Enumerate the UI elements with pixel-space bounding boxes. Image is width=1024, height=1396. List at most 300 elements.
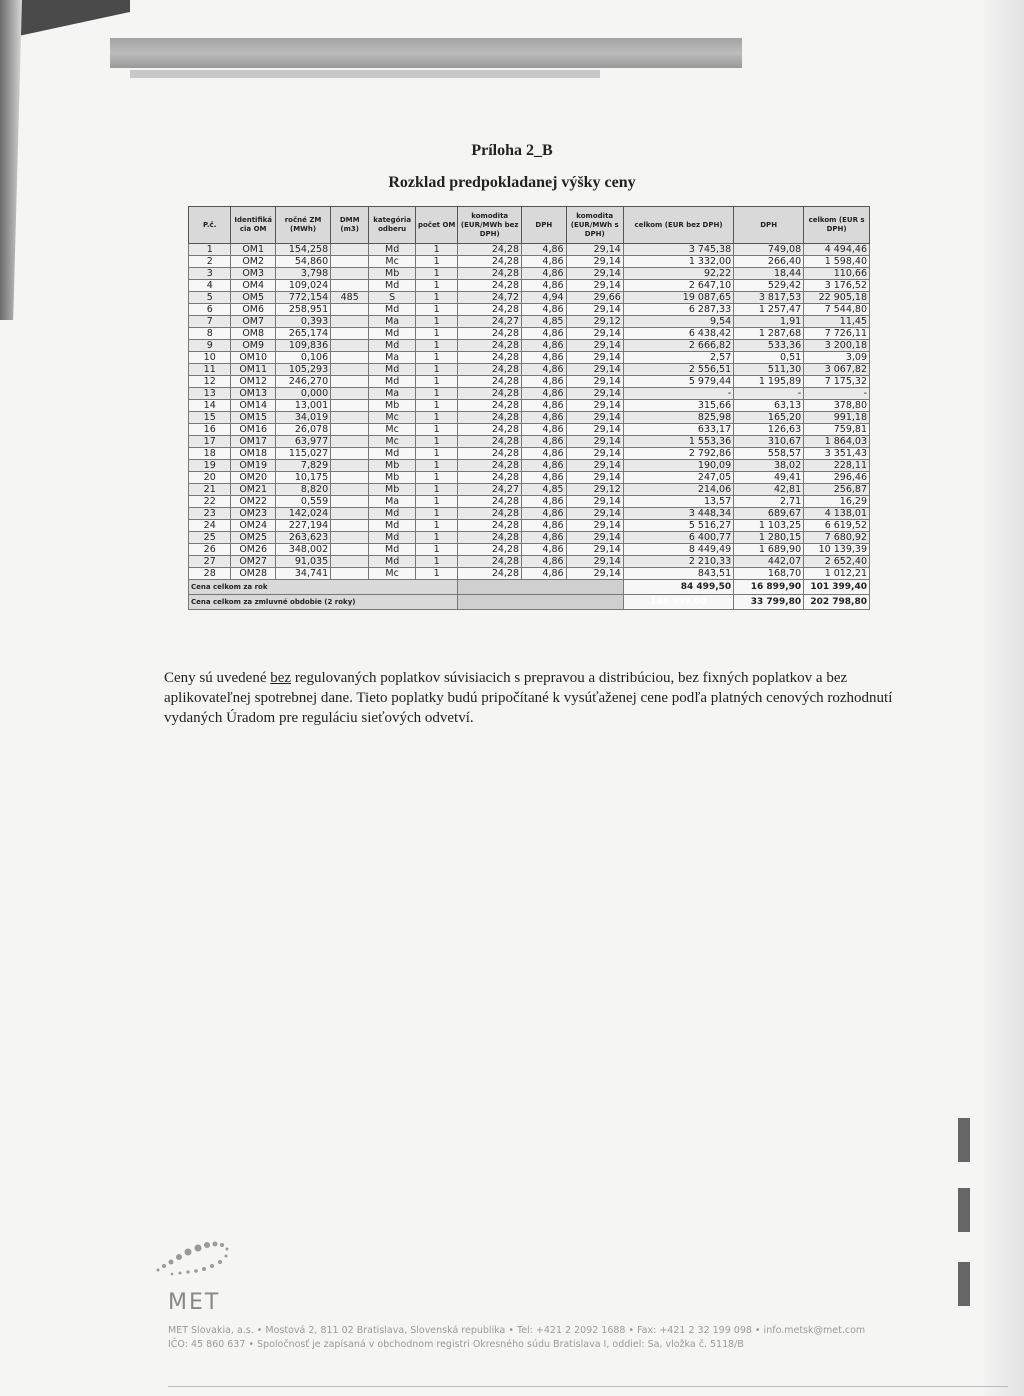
table-cell: Md bbox=[369, 520, 416, 532]
table-cell: Mb bbox=[369, 484, 416, 496]
table-cell: 142,024 bbox=[275, 508, 330, 520]
table-cell bbox=[331, 268, 369, 280]
table-cell: 3,798 bbox=[275, 268, 330, 280]
table-cell: 19 087,65 bbox=[623, 292, 733, 304]
table-cell: 6 619,52 bbox=[804, 520, 870, 532]
table-cell: OM18 bbox=[231, 448, 276, 460]
table-cell: 4,85 bbox=[522, 484, 567, 496]
table-cell: 29,14 bbox=[566, 340, 623, 352]
table-cell: 14 bbox=[189, 400, 231, 412]
table-cell: OM17 bbox=[231, 436, 276, 448]
table-cell: OM1 bbox=[231, 244, 276, 256]
table-cell: 258,951 bbox=[275, 304, 330, 316]
table-cell bbox=[331, 400, 369, 412]
table-cell bbox=[331, 424, 369, 436]
table-cell bbox=[331, 244, 369, 256]
table-cell: 3 bbox=[189, 268, 231, 280]
table-cell: 13,001 bbox=[275, 400, 330, 412]
table-cell: 265,174 bbox=[275, 328, 330, 340]
table-cell: 1 bbox=[415, 424, 457, 436]
table-cell: OM28 bbox=[231, 568, 276, 580]
table-cell: 6 287,33 bbox=[623, 304, 733, 316]
table-cell: 18,44 bbox=[734, 268, 804, 280]
table-cell: - bbox=[734, 388, 804, 400]
table-cell bbox=[331, 340, 369, 352]
table-cell bbox=[331, 280, 369, 292]
table-row bbox=[189, 376, 870, 388]
table-cell: 1,91 bbox=[734, 316, 804, 328]
table-cell: S bbox=[369, 292, 416, 304]
table-cell: 7 680,92 bbox=[804, 532, 870, 544]
scan-shadow-right bbox=[984, 0, 1024, 1396]
footer-line-registration: IČO: 45 860 637 • Spoločnosť je zapísaná v obchodnom registri Okresného súdu Bratislava I, oddiel: Sa, vložka č. 5118/B bbox=[168, 1339, 744, 1350]
table-cell: 4,86 bbox=[522, 556, 567, 568]
table-cell: 4,86 bbox=[522, 304, 567, 316]
table-cell: 29,14 bbox=[566, 376, 623, 388]
table-cell: 19 bbox=[189, 460, 231, 472]
table-cell: 24,28 bbox=[458, 472, 522, 484]
table-cell: 1 864,03 bbox=[804, 436, 870, 448]
table-cell: 1 bbox=[415, 448, 457, 460]
table-cell: OM26 bbox=[231, 544, 276, 556]
table-row bbox=[189, 268, 870, 280]
table-cell: 247,05 bbox=[623, 472, 733, 484]
table-cell bbox=[331, 448, 369, 460]
table-cell: 1 bbox=[415, 244, 457, 256]
table-row bbox=[189, 424, 870, 436]
table-cell: 3 817,53 bbox=[734, 292, 804, 304]
column-header: Identifiká cia OM bbox=[231, 207, 276, 244]
column-header: počet OM bbox=[415, 207, 457, 244]
table-cell: 2 647,10 bbox=[623, 280, 733, 292]
table-cell: 22 bbox=[189, 496, 231, 508]
column-header: ročné ZM (MWh) bbox=[275, 207, 330, 244]
table-cell: OM20 bbox=[231, 472, 276, 484]
table-cell: OM14 bbox=[231, 400, 276, 412]
table-cell: 1 280,15 bbox=[734, 532, 804, 544]
table-cell: 1 bbox=[415, 544, 457, 556]
table-row bbox=[189, 496, 870, 508]
table-row bbox=[189, 436, 870, 448]
table-cell: 1 bbox=[415, 460, 457, 472]
table-cell: 63,977 bbox=[275, 436, 330, 448]
table-cell: OM10 bbox=[231, 352, 276, 364]
table-cell: 115,027 bbox=[275, 448, 330, 460]
table-cell: 1 bbox=[415, 364, 457, 376]
table-cell: OM19 bbox=[231, 460, 276, 472]
table-cell: 25 bbox=[189, 532, 231, 544]
table-cell: 91,035 bbox=[275, 556, 330, 568]
total-spacer bbox=[458, 580, 623, 595]
table-cell: 227,194 bbox=[275, 520, 330, 532]
table-cell: Md bbox=[369, 544, 416, 556]
table-cell: Mc bbox=[369, 424, 416, 436]
table-cell: 3 351,43 bbox=[804, 448, 870, 460]
table-cell: Mb bbox=[369, 460, 416, 472]
table-cell: Ma bbox=[369, 388, 416, 400]
table-cell: Ma bbox=[369, 316, 416, 328]
table-cell: 1 bbox=[415, 508, 457, 520]
table-cell: 825,98 bbox=[623, 412, 733, 424]
table-row bbox=[189, 256, 870, 268]
table-cell: 26 bbox=[189, 544, 231, 556]
table-cell: 1 332,00 bbox=[623, 256, 733, 268]
footer-line-address: MET Slovakia, a.s. • Mostová 2, 811 02 Bratislava, Slovenská republika • Tel: +421 2 2092 1688 • Fax: +421 2 32 199 098 • info.metsk@met.com bbox=[168, 1325, 866, 1336]
table-cell: 4,86 bbox=[522, 544, 567, 556]
table-cell: 63,13 bbox=[734, 400, 804, 412]
total-contract-with-vat: 202 798,80 bbox=[804, 595, 870, 610]
table-cell: 24,28 bbox=[458, 340, 522, 352]
table-cell: 29,14 bbox=[566, 244, 623, 256]
table-cell: OM11 bbox=[231, 364, 276, 376]
table-cell: 2 bbox=[189, 256, 231, 268]
table-cell: 263,623 bbox=[275, 532, 330, 544]
table-cell: 1 bbox=[415, 304, 457, 316]
footer-divider bbox=[168, 1386, 1008, 1387]
table-cell: 24,28 bbox=[458, 568, 522, 580]
scan-shadow-left bbox=[0, 0, 22, 320]
table-cell: 1 598,40 bbox=[804, 256, 870, 268]
column-header: celkom (EUR s DPH) bbox=[804, 207, 870, 244]
table-cell: Mb bbox=[369, 268, 416, 280]
table-row bbox=[189, 244, 870, 256]
table-cell: Md bbox=[369, 532, 416, 544]
table-cell: 246,270 bbox=[275, 376, 330, 388]
table-cell: 442,07 bbox=[734, 556, 804, 568]
table-cell: Md bbox=[369, 448, 416, 460]
table-cell: Mc bbox=[369, 568, 416, 580]
table-cell: 8,820 bbox=[275, 484, 330, 496]
table-cell: 348,002 bbox=[275, 544, 330, 556]
column-header: DPH bbox=[522, 207, 567, 244]
table-cell: 7 544,80 bbox=[804, 304, 870, 316]
table-cell: OM8 bbox=[231, 328, 276, 340]
table-cell: 24,28 bbox=[458, 412, 522, 424]
table-cell: 4,86 bbox=[522, 568, 567, 580]
table-cell: 92,22 bbox=[623, 268, 733, 280]
scan-header-band bbox=[110, 38, 742, 68]
table-cell: Md bbox=[369, 508, 416, 520]
table-cell: OM2 bbox=[231, 256, 276, 268]
table-row bbox=[189, 556, 870, 568]
table-cell: 1 103,25 bbox=[734, 520, 804, 532]
table-cell: 8 449,49 bbox=[623, 544, 733, 556]
table-cell: 1 bbox=[415, 388, 457, 400]
table-cell: 10,175 bbox=[275, 472, 330, 484]
table-cell: 11 bbox=[189, 364, 231, 376]
note-text-part1: Ceny sú uvedené bbox=[164, 670, 271, 686]
table-cell: 7 bbox=[189, 316, 231, 328]
table-row bbox=[189, 460, 870, 472]
table-cell bbox=[331, 376, 369, 388]
table-cell: 558,57 bbox=[734, 448, 804, 460]
table-cell bbox=[331, 568, 369, 580]
table-cell: 42,81 bbox=[734, 484, 804, 496]
table-cell: 24,72 bbox=[458, 292, 522, 304]
table-cell: 24,28 bbox=[458, 436, 522, 448]
table-cell: 4,86 bbox=[522, 496, 567, 508]
table-cell: 24,28 bbox=[458, 460, 522, 472]
table-cell: 29,14 bbox=[566, 520, 623, 532]
table-cell: 1 bbox=[415, 436, 457, 448]
table-body bbox=[189, 244, 870, 580]
table-cell: 228,11 bbox=[804, 460, 870, 472]
table-cell: 485 bbox=[331, 292, 369, 304]
table-cell: Mb bbox=[369, 472, 416, 484]
table-cell: 29,14 bbox=[566, 424, 623, 436]
table-cell: 3,09 bbox=[804, 352, 870, 364]
table-cell: 24,28 bbox=[458, 280, 522, 292]
table-header-row bbox=[189, 207, 870, 244]
table-cell: 24,27 bbox=[458, 484, 522, 496]
table-row bbox=[189, 400, 870, 412]
table-cell: 1 bbox=[415, 268, 457, 280]
table-cell: 3 067,82 bbox=[804, 364, 870, 376]
table-cell: 4,86 bbox=[522, 508, 567, 520]
table-cell: 1 287,68 bbox=[734, 328, 804, 340]
table-cell: 4,86 bbox=[522, 376, 567, 388]
table-cell bbox=[331, 520, 369, 532]
table-cell: OM21 bbox=[231, 484, 276, 496]
table-cell: Ma bbox=[369, 352, 416, 364]
column-header: komodita (EUR/MWh bez DPH) bbox=[458, 207, 522, 244]
table-cell: 11,45 bbox=[804, 316, 870, 328]
table-cell: 29,14 bbox=[566, 304, 623, 316]
table-cell: 4,86 bbox=[522, 448, 567, 460]
table-cell: 24,28 bbox=[458, 496, 522, 508]
table-row bbox=[189, 364, 870, 376]
table-cell: 0,106 bbox=[275, 352, 330, 364]
table-cell: 1 bbox=[415, 280, 457, 292]
table-cell: 6 bbox=[189, 304, 231, 316]
table-cell: 529,42 bbox=[734, 280, 804, 292]
table-cell: Md bbox=[369, 328, 416, 340]
table-cell: 1 bbox=[415, 412, 457, 424]
table-cell: 5 516,27 bbox=[623, 520, 733, 532]
table-cell: Mc bbox=[369, 256, 416, 268]
table-cell: 689,67 bbox=[734, 508, 804, 520]
table-cell: 1 bbox=[415, 400, 457, 412]
table-cell: 4,86 bbox=[522, 472, 567, 484]
table-cell: Md bbox=[369, 556, 416, 568]
table-cell: 29,14 bbox=[566, 268, 623, 280]
table-cell: Md bbox=[369, 376, 416, 388]
company-footer bbox=[168, 1324, 938, 1352]
table-cell: OM3 bbox=[231, 268, 276, 280]
table-row bbox=[189, 316, 870, 328]
table-cell: 4,85 bbox=[522, 316, 567, 328]
table-cell: 1 012,21 bbox=[804, 568, 870, 580]
table-cell: 24,28 bbox=[458, 352, 522, 364]
table-cell: 0,559 bbox=[275, 496, 330, 508]
met-logo-text: MET bbox=[168, 1290, 221, 1315]
total-contract-no-vat: 168 999,00 bbox=[623, 595, 733, 610]
table-cell: 109,836 bbox=[275, 340, 330, 352]
table-cell: 1 bbox=[415, 484, 457, 496]
table-row bbox=[189, 292, 870, 304]
scan-header-band-secondary bbox=[130, 70, 600, 78]
total-contract-label: Cena celkom za zmluvné obdobie (2 roky) bbox=[189, 595, 458, 610]
note-underlined-word: bez bbox=[270, 670, 292, 686]
table-cell: 4,94 bbox=[522, 292, 567, 304]
table-cell: 29,14 bbox=[566, 568, 623, 580]
table-cell bbox=[331, 508, 369, 520]
table-cell: 6 400,77 bbox=[623, 532, 733, 544]
table-row bbox=[189, 508, 870, 520]
table-cell: 1 bbox=[415, 256, 457, 268]
table-cell: 1 195,89 bbox=[734, 376, 804, 388]
table-cell bbox=[331, 532, 369, 544]
table-cell: 378,80 bbox=[804, 400, 870, 412]
table-cell bbox=[331, 544, 369, 556]
table-cell: 29,14 bbox=[566, 364, 623, 376]
table-cell: 29,14 bbox=[566, 544, 623, 556]
column-header: DMM (m3) bbox=[331, 207, 369, 244]
total-year-label: Cena celkom za rok bbox=[189, 580, 458, 595]
table-cell: 256,87 bbox=[804, 484, 870, 496]
table-cell: 110,66 bbox=[804, 268, 870, 280]
table-cell bbox=[331, 412, 369, 424]
table-cell: 29,14 bbox=[566, 448, 623, 460]
table-cell: 24,28 bbox=[458, 424, 522, 436]
table-cell: 4,86 bbox=[522, 520, 567, 532]
table-cell: Md bbox=[369, 280, 416, 292]
annex-title: Príloha 2_B bbox=[471, 142, 553, 159]
table-cell: 16,29 bbox=[804, 496, 870, 508]
table-cell: 24,28 bbox=[458, 388, 522, 400]
table-cell: - bbox=[804, 388, 870, 400]
binder-tab-mark bbox=[958, 1188, 970, 1232]
table-cell: 2 556,51 bbox=[623, 364, 733, 376]
table-cell: 24,28 bbox=[458, 532, 522, 544]
table-cell: 3 176,52 bbox=[804, 280, 870, 292]
table-row bbox=[189, 304, 870, 316]
table-row bbox=[189, 472, 870, 484]
table-cell: OM4 bbox=[231, 280, 276, 292]
table-cell: 9 bbox=[189, 340, 231, 352]
table-cell: OM23 bbox=[231, 508, 276, 520]
column-header: kategória odberu bbox=[369, 207, 416, 244]
binder-tab-mark bbox=[958, 1118, 970, 1162]
table-cell bbox=[331, 436, 369, 448]
table-cell: 1 bbox=[415, 496, 457, 508]
table-cell: 12 bbox=[189, 376, 231, 388]
table-cell: 3 200,18 bbox=[804, 340, 870, 352]
table-cell: 28 bbox=[189, 568, 231, 580]
table-cell: Mc bbox=[369, 436, 416, 448]
table-cell: 24,28 bbox=[458, 244, 522, 256]
table-cell: 26,078 bbox=[275, 424, 330, 436]
table-cell: 29,66 bbox=[566, 292, 623, 304]
table-cell: 0,51 bbox=[734, 352, 804, 364]
table-cell: 4,86 bbox=[522, 460, 567, 472]
table-cell: 1 bbox=[415, 520, 457, 532]
table-cell: 1 bbox=[415, 292, 457, 304]
table-cell: 105,293 bbox=[275, 364, 330, 376]
binder-tab-mark bbox=[958, 1262, 970, 1306]
table-cell: 34,741 bbox=[275, 568, 330, 580]
table-cell: 266,40 bbox=[734, 256, 804, 268]
table-cell: 511,30 bbox=[734, 364, 804, 376]
table-cell: 4,86 bbox=[522, 328, 567, 340]
table-cell: 29,14 bbox=[566, 352, 623, 364]
table-cell bbox=[331, 316, 369, 328]
table-cell: 29,14 bbox=[566, 496, 623, 508]
table-cell: Md bbox=[369, 244, 416, 256]
table-cell: 633,17 bbox=[623, 424, 733, 436]
table-cell: 24,28 bbox=[458, 328, 522, 340]
table-cell: Md bbox=[369, 304, 416, 316]
table-cell: 5 bbox=[189, 292, 231, 304]
table-cell: 24,28 bbox=[458, 376, 522, 388]
table-cell: 190,09 bbox=[623, 460, 733, 472]
table-cell: 24,28 bbox=[458, 400, 522, 412]
table-cell bbox=[331, 388, 369, 400]
table-cell: 310,67 bbox=[734, 436, 804, 448]
table-cell: 1 bbox=[415, 556, 457, 568]
table-cell: 2,71 bbox=[734, 496, 804, 508]
total-year-vat: 16 899,90 bbox=[734, 580, 804, 595]
table-cell: Md bbox=[369, 340, 416, 352]
table-cell: Mb bbox=[369, 400, 416, 412]
table-cell: OM7 bbox=[231, 316, 276, 328]
table-row bbox=[189, 532, 870, 544]
table-cell: 1 553,36 bbox=[623, 436, 733, 448]
table-cell: 20 bbox=[189, 472, 231, 484]
table-cell: 49,41 bbox=[734, 472, 804, 484]
table-cell: OM13 bbox=[231, 388, 276, 400]
table-cell: 4,86 bbox=[522, 424, 567, 436]
table-cell: 4,86 bbox=[522, 244, 567, 256]
table-row bbox=[189, 520, 870, 532]
table-cell: Md bbox=[369, 364, 416, 376]
table-cell: 29,14 bbox=[566, 400, 623, 412]
table-cell: 7 726,11 bbox=[804, 328, 870, 340]
table-cell: 4,86 bbox=[522, 412, 567, 424]
total-spacer bbox=[458, 595, 623, 610]
table-cell: 4,86 bbox=[522, 352, 567, 364]
table-cell: OM15 bbox=[231, 412, 276, 424]
table-cell: 24 bbox=[189, 520, 231, 532]
table-row bbox=[189, 484, 870, 496]
table-cell: 29,14 bbox=[566, 460, 623, 472]
table-cell: 315,66 bbox=[623, 400, 733, 412]
table-cell: 24,27 bbox=[458, 316, 522, 328]
table-cell: OM27 bbox=[231, 556, 276, 568]
table-cell: 4,86 bbox=[522, 436, 567, 448]
table-cell: 29,12 bbox=[566, 316, 623, 328]
met-logo-dots-icon bbox=[152, 1232, 232, 1292]
table-cell: 126,63 bbox=[734, 424, 804, 436]
table-cell: 4 bbox=[189, 280, 231, 292]
table-cell: 4,86 bbox=[522, 388, 567, 400]
table-row bbox=[189, 568, 870, 580]
table-cell: 18 bbox=[189, 448, 231, 460]
table-cell: 2 652,40 bbox=[804, 556, 870, 568]
page-title: Rozklad predpokladanej výšky ceny bbox=[388, 174, 636, 191]
table-cell: OM9 bbox=[231, 340, 276, 352]
table-cell: 4,86 bbox=[522, 256, 567, 268]
table-row bbox=[189, 328, 870, 340]
table-cell: 21 bbox=[189, 484, 231, 496]
table-cell: OM22 bbox=[231, 496, 276, 508]
table-cell bbox=[331, 556, 369, 568]
table-cell: 4,86 bbox=[522, 364, 567, 376]
table-cell: 24,28 bbox=[458, 520, 522, 532]
table-cell: 4,86 bbox=[522, 340, 567, 352]
total-year-no-vat: 84 499,50 bbox=[623, 580, 733, 595]
table-cell: 3 448,34 bbox=[623, 508, 733, 520]
